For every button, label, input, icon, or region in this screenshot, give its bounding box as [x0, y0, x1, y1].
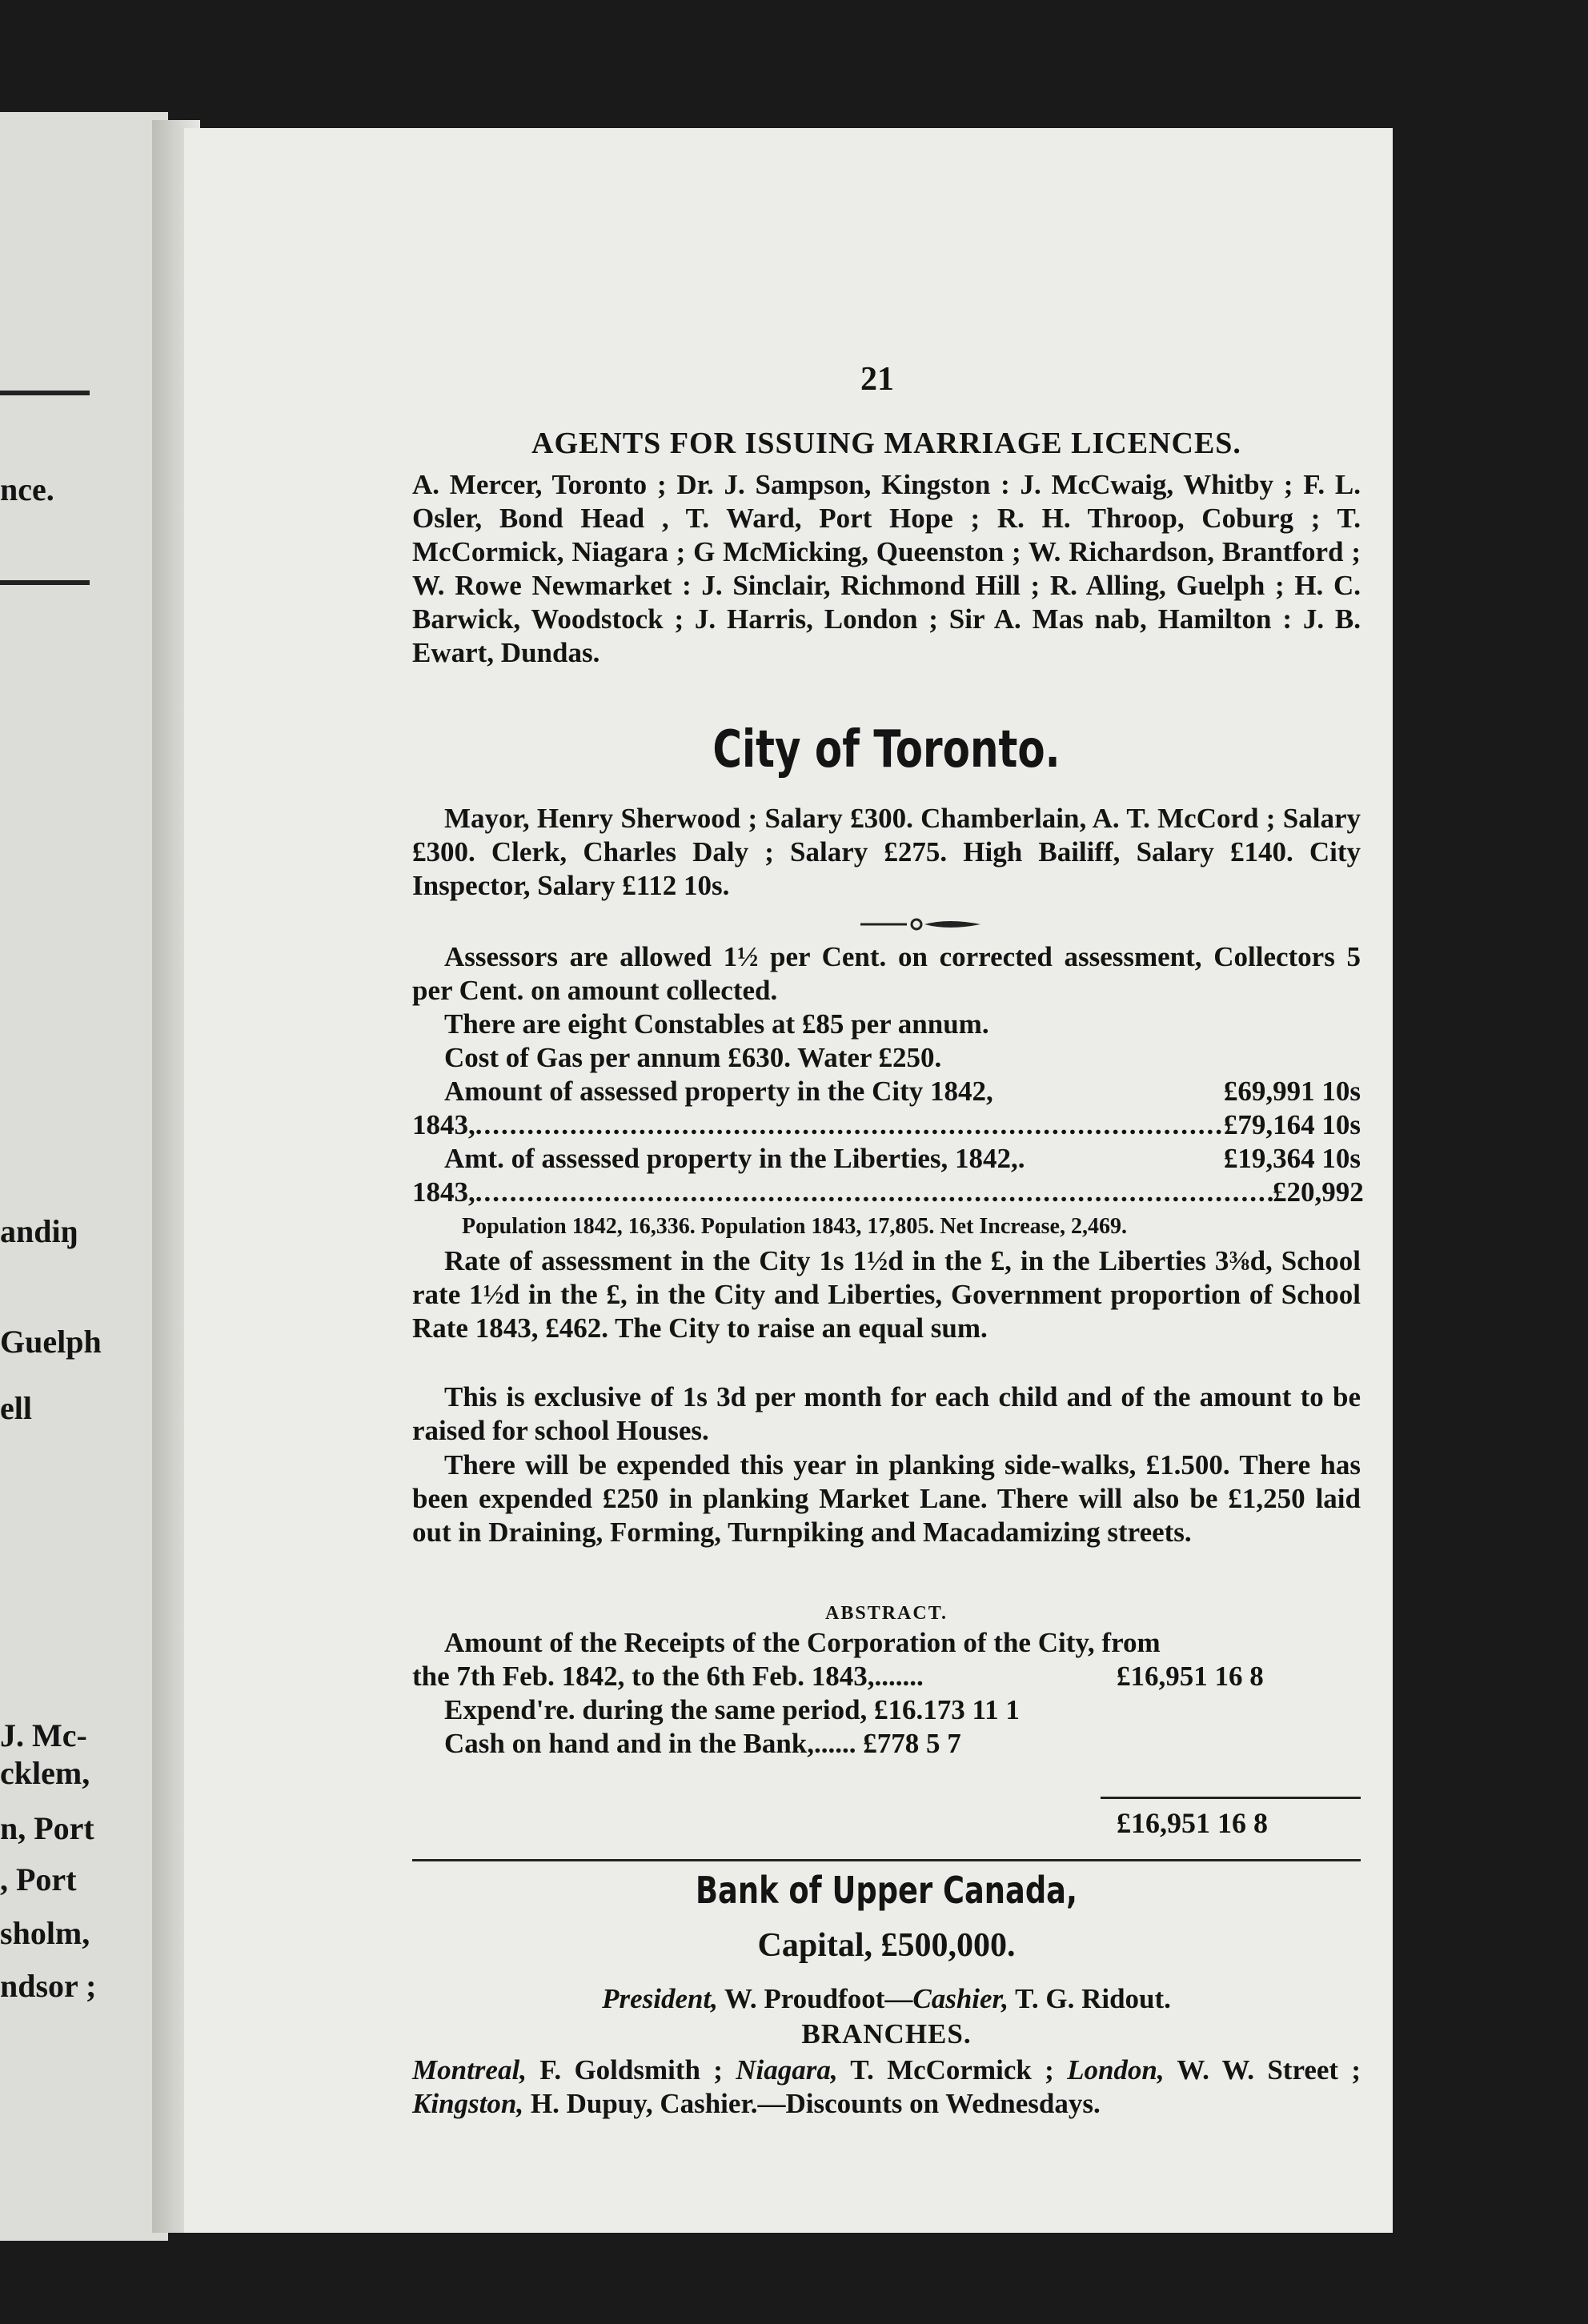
city-title: City of Toronto.	[712, 720, 1061, 779]
left-page-fragment: , Port	[0, 1861, 77, 1897]
left-page-fragment: Guelph	[0, 1324, 102, 1360]
property-liberties-1842-value: £19,364 10s	[1223, 1143, 1361, 1174]
branch-place: London,	[1067, 2054, 1165, 2086]
branches-list	[412, 2054, 1361, 2121]
property-liberties-1843-label: 1843,	[412, 1176, 475, 1208]
expenditure-streets-text: There will be expended this year in planking side-walks, £1.500. There has been expended £250 in planking Market Lane. There will also be £1,250 laid out in Draining, Forming, Turnpiking and Macadamizing streets.	[412, 1449, 1361, 1548]
bank-capital: Capital, £500,000.	[757, 1927, 1016, 1964]
branch-agent: W. W. Street ;	[1177, 2054, 1361, 2086]
receipts-line-1: Amount of the Receipts of the Corporation of the City, from	[444, 1627, 1161, 1658]
left-page-rule	[0, 580, 90, 585]
branches-heading: BRANCHES.	[801, 2018, 972, 2050]
assessment-rate-text: Rate of assessment in the City 1s 1½d in the £, in the Liberties 3⅜d, School rate 1½d in the £, in the City and Liberties, Government proportion of School Rate 1843, £462. The City to raise an equal sum.	[412, 1245, 1361, 1344]
left-page-fragment: sholm,	[0, 1915, 90, 1951]
ornament-divider	[860, 916, 980, 932]
population-text: Population 1842, 16,336. Population 1843, 17,805. Net Increase, 2,469.	[462, 1214, 1127, 1239]
left-page-fragment: n, Port	[0, 1810, 94, 1846]
left-page-rule	[0, 391, 90, 395]
left-page-fragment: ndsor ;	[0, 1968, 97, 2004]
property-city-label: Amount of assessed property in the City 1842,	[444, 1076, 993, 1107]
property-city-1842-value: £69,991 10s	[1223, 1076, 1361, 1107]
branch-place: Niagara,	[736, 2054, 838, 2086]
left-page-fragment: J. Mc-	[0, 1717, 87, 1753]
page-number: 21	[860, 361, 894, 398]
property-liberties-1842-row	[412, 1142, 1361, 1176]
left-page-fragment: ell	[0, 1390, 32, 1426]
property-liberties-1843-value: £20,992	[1273, 1176, 1364, 1208]
president-label: President,	[602, 1983, 718, 2014]
bank-title: Bank of Upper Canada,	[696, 1869, 1077, 1912]
cashier-name: T. G. Ridout.	[1015, 1983, 1171, 2014]
page	[184, 128, 1393, 2233]
expenditure-line: Expend're. during the same period, £16.173 11 1	[444, 1694, 1020, 1725]
property-city-1842-row	[412, 1075, 1361, 1108]
branch-agent: T. McCormick ;	[850, 2054, 1054, 2086]
cashier-label: Cashier,	[912, 1983, 1009, 2014]
branch-place: Kingston,	[412, 2088, 524, 2119]
left-page-fragment: nce.	[0, 471, 54, 507]
president-name: W. Proudfoot—	[724, 1983, 913, 2014]
receipts-line-2: the 7th Feb. 1842, to the 6th Feb. 1843,.......	[412, 1661, 924, 1692]
marriage-licences-heading: AGENTS FOR ISSUING MARRIAGE LICENCES.	[531, 427, 1241, 460]
property-liberties-1843-row	[412, 1176, 1364, 1209]
receipts-amount: £16,951 16 8	[1117, 1661, 1264, 1692]
branch-agent: H. Dupuy, Cashier.—Discounts on Wednesdays.	[530, 2088, 1101, 2119]
left-page-fragment: cklem,	[0, 1755, 90, 1791]
left-page	[0, 112, 168, 2241]
constables-text: There are eight Constables at £85 per annum.	[444, 1008, 989, 1040]
property-city-1843-row	[412, 1108, 1361, 1142]
city-officers: Mayor, Henry Sherwood ; Salary £300. Chamberlain, A. T. McCord ; Salary £300. Clerk, Charles Daly ; Salary £275. High Bailiff, Salary £140. City Inspector, Salary £112 10s.	[412, 803, 1361, 901]
abstract-total: £16,951 16 8	[1117, 1807, 1268, 1839]
school-exclusive-text: This is exclusive of 1s 3d per month for each child and of the amount to be raised for school Houses.	[412, 1381, 1361, 1446]
bank-officers	[412, 1983, 1361, 2015]
cash-line: Cash on hand and in the Bank,...... £778 5 7	[444, 1728, 961, 1759]
assessors-text: Assessors are allowed 1½ per Cent. on corrected assessment, Collectors 5 per Cent. on amount collected.	[412, 941, 1361, 1006]
left-page-fragment: andiŋ	[0, 1213, 78, 1249]
gas-text: Cost of Gas per annum £630. Water £250.	[444, 1042, 942, 1073]
property-liberties-label: Amt. of assessed property in the Liberties, 1842,.	[444, 1143, 1025, 1174]
sum-rule	[1101, 1797, 1361, 1799]
section-separator	[412, 1859, 1361, 1861]
leader-dots	[475, 1176, 1273, 1209]
property-city-1843-label: 1843,	[412, 1109, 475, 1140]
property-city-1843-value: £79,164 10s	[1223, 1109, 1361, 1140]
branch-agent: F. Goldsmith ;	[539, 2054, 723, 2086]
marriage-licences-agents: A. Mercer, Toronto ; Dr. J. Sampson, Kingston : J. McCwaig, Whitby ; F. L. Osler, Bond Head , T. Ward, Port Hope ; R. H. Throop, Coburg ; T. McCormick, Niagara ; G McMicking, Queenston ; W. Richardson, Brantford ; W. Rowe Newmarket : J. Sinclair, Richmond Hill ; R. Alling, Guelph ; H. C. Barwick, Woodstock ; J. Harris, London ; Sir A. Mas nab, Hamilton : J. B. Ewart, Dundas.	[412, 469, 1361, 668]
branch-place: Montreal,	[412, 2054, 527, 2086]
leader-dots	[475, 1108, 1224, 1142]
abstract-heading: ABSTRACT.	[825, 1603, 948, 1624]
